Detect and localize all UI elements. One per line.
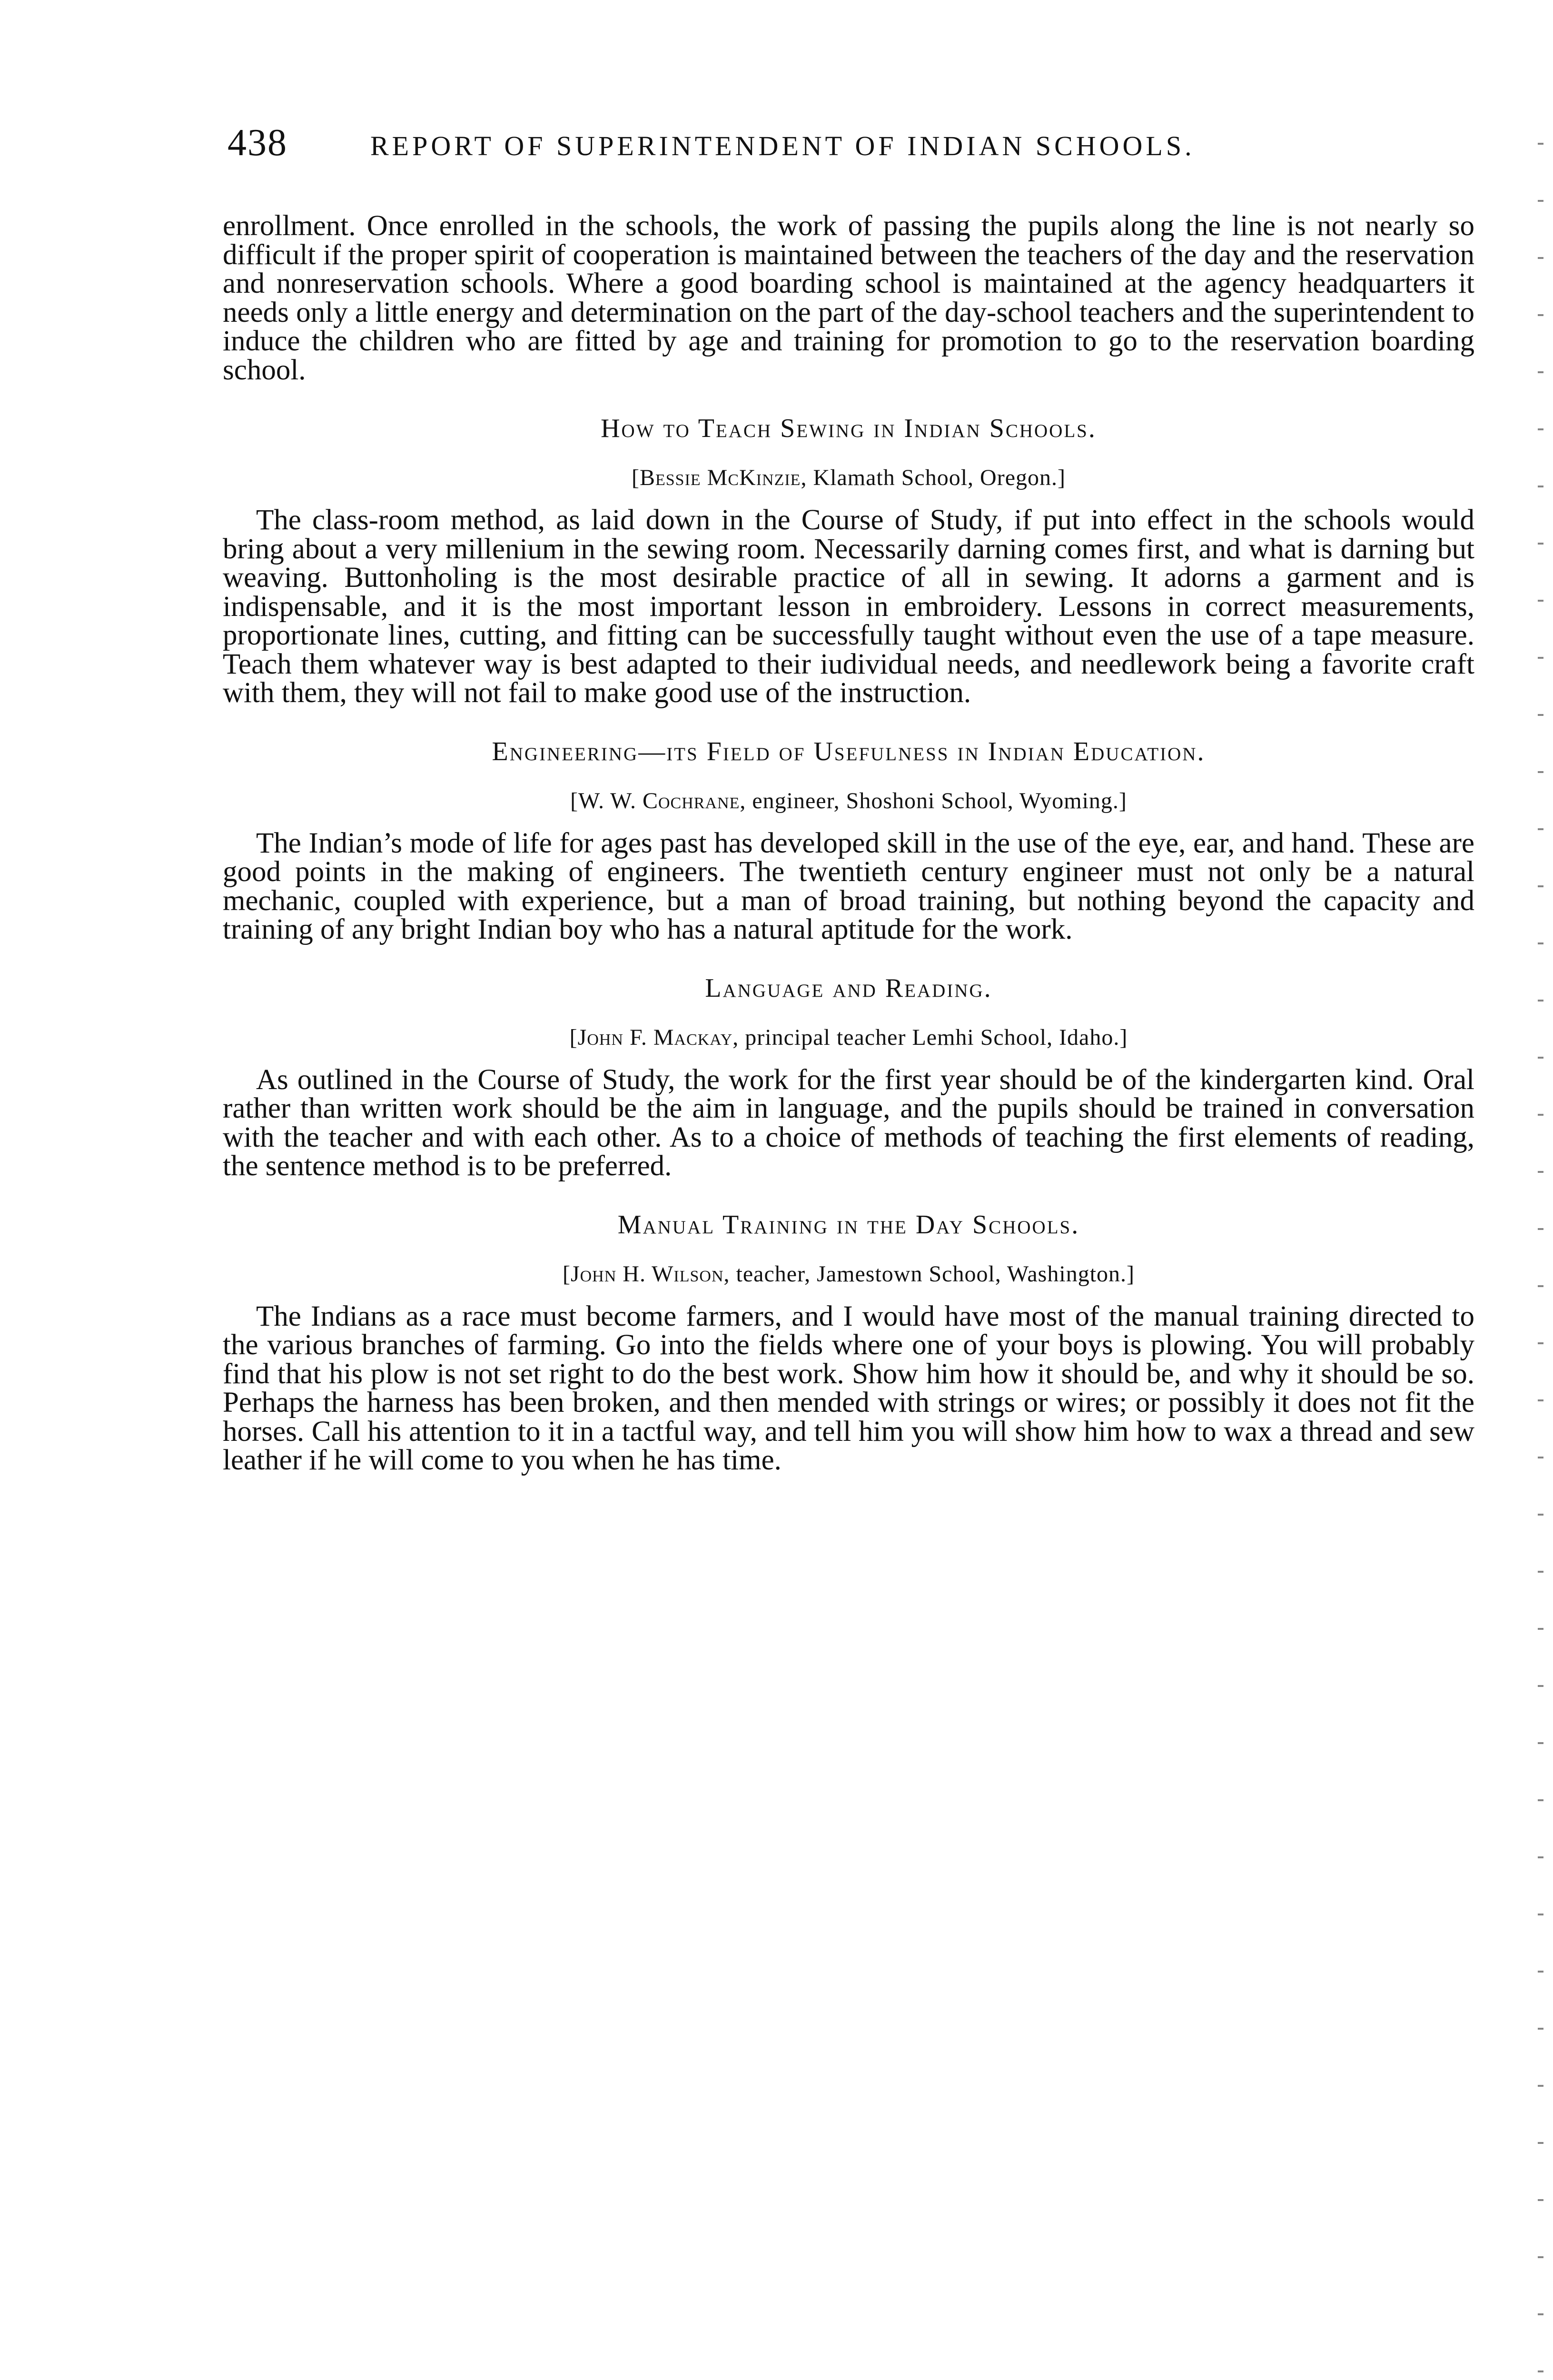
byline-open: [ — [569, 1024, 578, 1050]
page-number: 438 — [228, 122, 287, 164]
section-byline — [223, 465, 1474, 491]
section-paragraph: As outlined in the Course of Study, the work for the first year should be of the kindergarten kind. Oral rather than written work should be the aim in language, and the pupils should be trained in conversation with the teacher and with each other. As to a choice of methods of teaching the first elements of reading, the sentence method is to be preferred. — [223, 1063, 1474, 1182]
byline-open: [ — [570, 788, 579, 813]
section-byline — [223, 1024, 1474, 1051]
section-paragraph: The Indians as a race must become farmers, and I would have most of the manual training directed to the various branches of farming. Go into the fields where one of your boys is plowing. You will probably find that his plow is not set right to do the best work. Show him how it should be, and why it should be so. Perhaps the harness has been broken, and then mended with strings or wires; or possibly it does not fit the horses. Call his attention to it in a tactful way, and tell him you will show him how to wax a thread and sew leather if he will come to you when he has time. — [223, 1300, 1474, 1476]
scan-edge-mark — [1538, 124, 1543, 2380]
section-sewing — [223, 413, 1474, 708]
byline-author: John F. Mackay — [577, 1024, 733, 1050]
intro-paragraph: enrollment. Once enrolled in the schools, the work of passing the pupils along the line is not nearly so difficult if the proper spirit of cooperation is maintained between the teachers of the day and the reservation and nonreservation schools. Where a good boarding school is maintained at the agency headquarters it needs only a little energy and determination on the part of the day-school teachers and the superintendent to induce the children who are fitted by age and training for promotion to go to the reservation boarding school. — [223, 210, 1474, 386]
section-byline — [223, 1261, 1474, 1287]
byline-open: [ — [632, 465, 640, 490]
byline-rest: , teacher, Jamestown School, Washington.] — [723, 1261, 1135, 1287]
byline-rest: , engineer, Shoshoni School, Wyoming.] — [740, 788, 1127, 813]
byline-author: John H. Wilson — [570, 1261, 724, 1287]
body-text — [223, 212, 1474, 1475]
page-header — [228, 121, 1384, 174]
section-byline — [223, 788, 1474, 814]
section-title: Language and Reading. — [705, 973, 992, 1003]
section-title: Manual Training in the Day Schools. — [617, 1210, 1080, 1240]
running-head: REPORT OF SUPERINTENDENT OF INDIAN SCHOOLS. — [370, 130, 1195, 161]
section-paragraph: The class-room method, as laid down in the Course of Study, if put into effect in the schools would bring about a very millenium in the sewing room. Necessarily darning comes first, and what is darning but weaving. Buttonholing is the most desirable practice of all in sewing. It adorns a garment and is indispensable, and it is the most important lesson in embroidery. Lessons in correct measurements, proportionate lines, cutting, and fitting can be successfully taught without even the use of a tape measure. Teach them whatever way is best adapted to their iudividual needs, and needlework being a favorite craft with them, they will not fail to make good use of the instruction. — [223, 504, 1474, 709]
section-engineering — [223, 736, 1474, 944]
section-paragraph: The Indian’s mode of life for ages past has developed skill in the use of the eye, ear, and hand. These are good points in the making of engineers. The twentieth century engineer must not only be a natural mechanic, coupled with experience, but a man of broad training, but nothing beyond the capacity and training of any bright Indian boy who has a natural aptitude for the work. — [223, 827, 1474, 945]
byline-author: Bessie McKinzie — [639, 465, 801, 490]
section-language-reading — [223, 973, 1474, 1181]
byline-rest: , principal teacher Lemhi School, Idaho.] — [732, 1024, 1128, 1050]
section-title: Engineering—its Field of Usefulness in Indian Education. — [492, 736, 1206, 766]
byline-author: W. W. Cochrane — [578, 788, 740, 813]
section-manual-training — [223, 1210, 1474, 1475]
section-title: How to Teach Sewing in Indian Schools. — [601, 414, 1097, 443]
byline-open: [ — [562, 1261, 571, 1287]
byline-rest: , Klamath School, Oregon.] — [801, 465, 1066, 490]
